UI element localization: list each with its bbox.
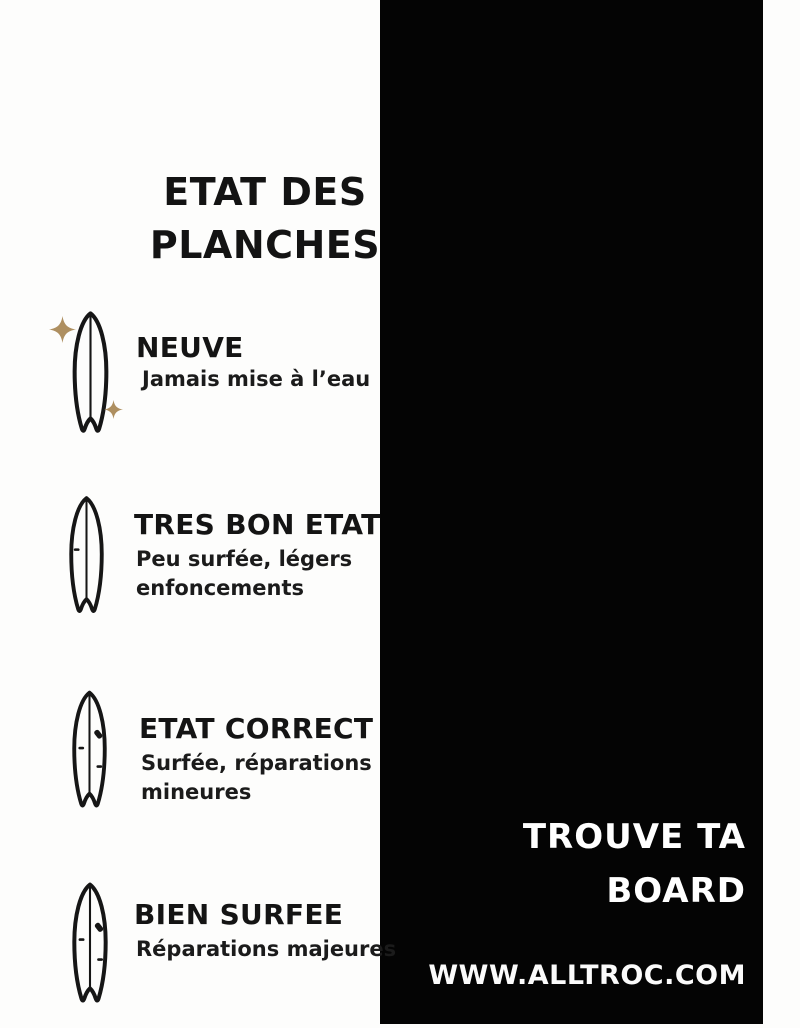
page-title (100, 166, 430, 272)
surfboard-correct-icon (71, 688, 108, 811)
sparkle-icon (104, 400, 123, 419)
condition-desc-line: Peu surfée, légers (136, 547, 353, 571)
condition-label-neuve: NEUVE (136, 331, 244, 364)
panel-headline-line1: TROUVE TA (522, 817, 746, 857)
condition-desc-line: Jamais mise à l’eau (142, 367, 371, 391)
surfboard-very-good-icon (68, 494, 105, 616)
condition-label-etat-correct: ETAT CORRECT (139, 712, 374, 745)
panel-headline (380, 810, 746, 918)
condition-label-tres-bon-etat: TRES BON ETAT (134, 508, 381, 541)
page-title-line2: PLANCHES (149, 223, 381, 267)
website-url: WWW.ALLTROC.COM (428, 960, 746, 991)
surfboard-well-surfed-icon (71, 880, 109, 1006)
condition-label-bien-surfee: BIEN SURFEE (134, 898, 344, 931)
condition-desc-line: Réparations majeures (136, 937, 397, 961)
condition-desc-line: mineures (141, 780, 252, 804)
condition-desc (136, 545, 352, 603)
panel-headline-line2: BOARD (606, 871, 746, 911)
condition-desc-line: enfoncements (136, 576, 305, 600)
page-title-line1: ETAT DES (163, 170, 367, 214)
condition-desc (141, 749, 372, 807)
condition-desc-line: Surfée, réparations (141, 751, 372, 775)
